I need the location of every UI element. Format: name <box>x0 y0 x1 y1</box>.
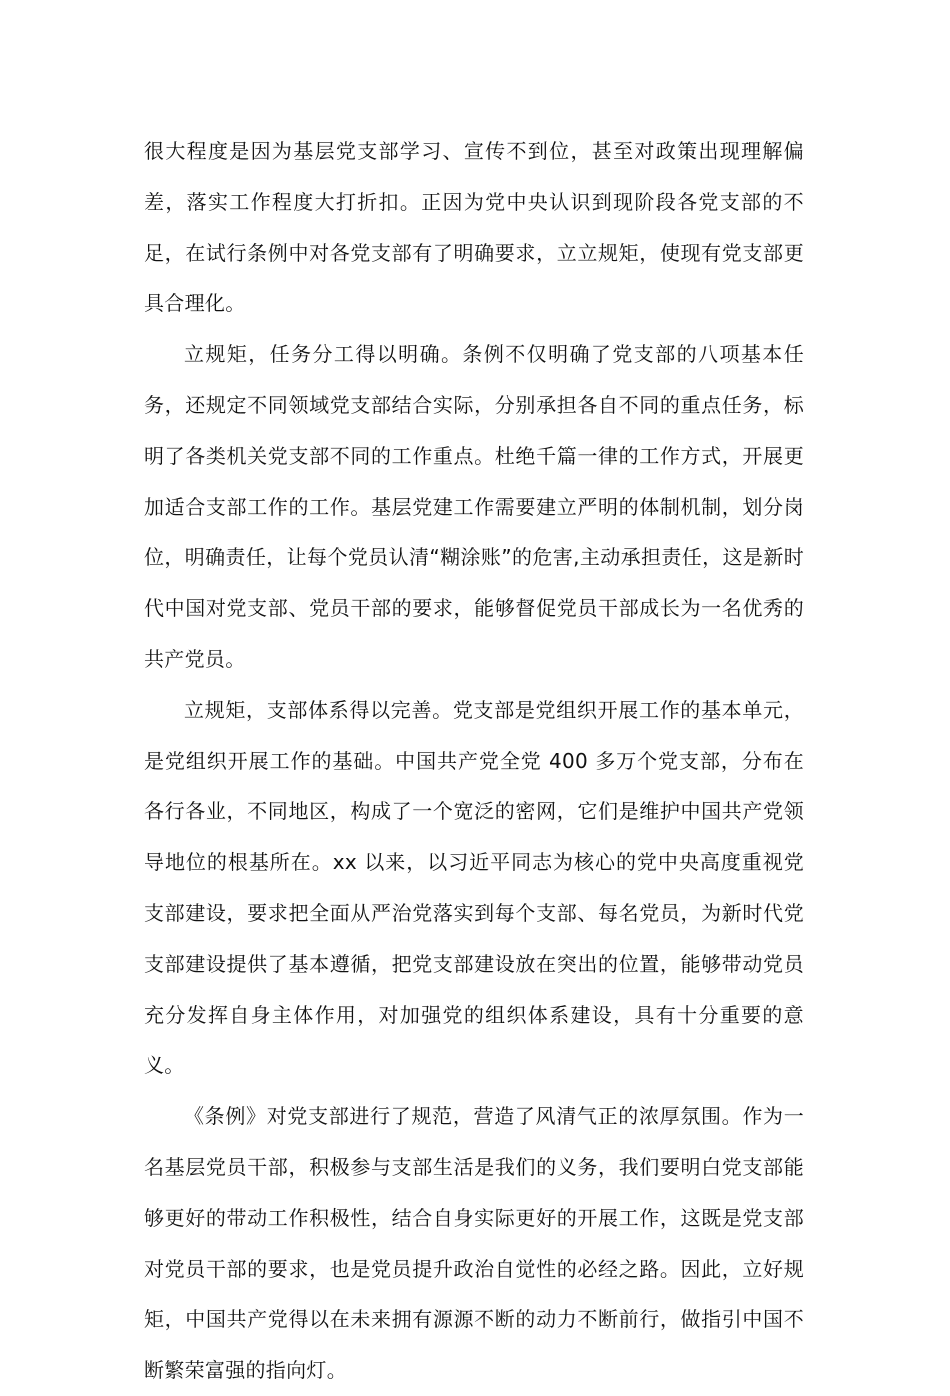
paragraph-4: 《条例》对党支部进行了规范，营造了风清气正的浓厚氛围。作为一名基层党员干部，积极参与支部生活是我们的义务，我们要明白党支部能够更好的带动工作积极性，结合自身实际更好的开展工作，这既是党支部对党员干部的要求，也是党员提升政治自觉性的必经之路。因此，立好规矩，中国共产党得以在未来拥有源源不断的动力不断前行，做指引中国不断繁荣富强的指向灯。 <box>144 1104 804 1383</box>
paragraph-3: 立规矩，支部体系得以完善。党支部是党组织开展工作的基本单元，是党组织开展工作的基础。中国共产党全党 400 多万个党支部，分布在各行各业，不同地区，构成了一个宽泛的密网，它们是维护中国共产党领导地位的根基所在。xx 以来，以习近平同志为核心的党中央高度重视党支部建设，要求把全面从严治党落实到每个支部、每名党员，为新时代党支部建设提供了基本遵循，把党支部建设放在突出的位置，能够带动党员充分发挥自身主体作用，对加强党的组织体系建设，具有十分重要的意义。 <box>144 697 804 1078</box>
paragraph-1: 很大程度是因为基层党支部学习、宣传不到位，甚至对政策出现理解偏差，落实工作程度大打折扣。正因为党中央认识到现阶段各党支部的不足，在试行条例中对各党支部有了明确要求，立立规矩，使现有党支部更具合理化。 <box>144 139 804 316</box>
paragraph-2: 立规矩，任务分工得以明确。条例不仅明确了党支部的八项基本任务，还规定不同领域党支部结合实际，分别承担各自不同的重点任务，标明了各类机关党支部不同的工作重点。杜绝千篇一律的工作方式，开展更加适合支部工作的工作。基层党建工作需要建立严明的体制机制，划分岗位，明确责任，让每个党员认清“糊涂账”的危害,主动承担责任，这是新时代中国对党支部、党员干部的要求，能够督促党员干部成长为一名优秀的共产党员。 <box>144 342 804 671</box>
document-body <box>144 126 804 1396</box>
